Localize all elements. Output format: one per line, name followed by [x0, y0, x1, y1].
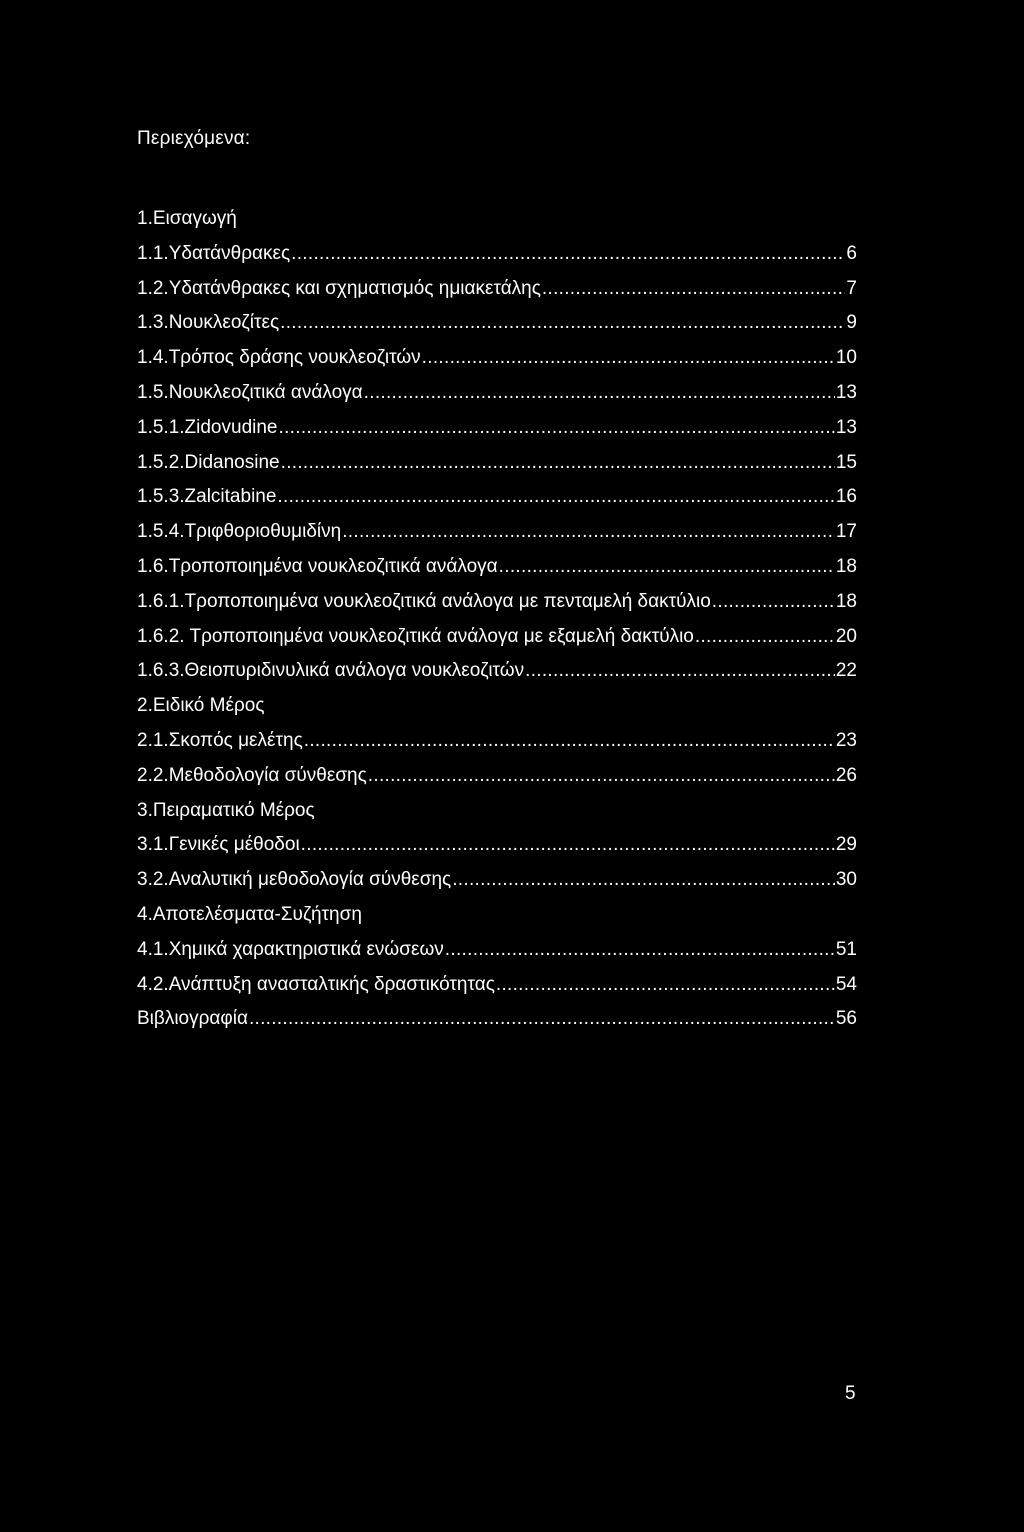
dot-leader: [281, 449, 835, 477]
dot-leader: [452, 866, 835, 894]
toc-entry-page: 17: [835, 521, 857, 543]
dot-leader: [249, 1005, 835, 1033]
toc-entry: [137, 449, 857, 484]
toc-entry-label: 4.Αποτελέσματα-Συζήτηση: [137, 903, 362, 925]
toc-entry-page: 18: [835, 555, 857, 577]
toc-entry: [137, 936, 857, 971]
toc-entry: [137, 205, 857, 240]
dot-leader: [496, 971, 835, 999]
toc-entry-label: 2.1.Σκοπός μελέτης: [137, 729, 303, 751]
toc-entry: [137, 518, 857, 553]
toc-entry: [137, 831, 857, 866]
toc-entry-page: 13: [835, 416, 857, 438]
dot-leader: [445, 936, 835, 964]
toc-entry-page: 7: [846, 277, 857, 299]
toc-entry-page: 22: [835, 660, 857, 682]
dot-leader: [304, 727, 835, 755]
toc-entry-page: 29: [835, 834, 857, 856]
toc-entry-label: 1.5.1.Zidovudine: [137, 416, 278, 438]
dot-leader: [499, 553, 835, 581]
toc-entry-label: 1.5.3.Zalcitabine: [137, 486, 277, 508]
toc-entry-label: 1.5.Νουκλεοζιτικά ανάλογα: [137, 381, 363, 403]
dot-leader: [695, 623, 835, 651]
toc-entry-page: 15: [835, 451, 857, 473]
toc-entry-label: 1.3.Νουκλεοζίτες: [137, 312, 280, 334]
toc-entry-label: 1.6.3.Θειοπυριδινυλικά ανάλογα νουκλεοζιτών: [137, 660, 525, 682]
toc-entry: [137, 901, 857, 936]
toc-entry: [137, 240, 857, 275]
toc-entry-label: 4.2.Ανάπτυξη ανασταλτικής δραστικότητας: [137, 973, 495, 995]
table-of-contents: [137, 205, 857, 1040]
dot-leader: [712, 588, 835, 616]
toc-entry-label: 3.2.Αναλυτική μεθοδολογία σύνθεσης: [137, 869, 452, 891]
toc-entry-page: 13: [835, 381, 857, 403]
toc-entry-label: 1.2.Υδατάνθρακες και σχηματισμός ημιακετάλης: [137, 277, 541, 299]
dot-leader: [279, 414, 835, 442]
toc-entry: [137, 692, 857, 727]
toc-entry-label: 3.1.Γενικές μέθοδοι: [137, 834, 300, 856]
toc-entry-label: 1.6.2. Τροποποιημένα νουκλεοζιτικά ανάλογα με εξαμελή δακτύλιο: [137, 625, 694, 647]
toc-entry-label: Βιβλιογραφία: [137, 1008, 248, 1030]
toc-entry-label: 4.1.Χημικά χαρακτηριστικά ενώσεων: [137, 938, 444, 960]
toc-entry: [137, 483, 857, 518]
toc-entry-label: 2.Ειδικό Μέρος: [137, 695, 265, 717]
toc-entry-page: 10: [835, 347, 857, 369]
toc-entry-page: 6: [846, 242, 857, 264]
toc-entry: [137, 727, 857, 762]
toc-entry-page: 18: [835, 590, 857, 612]
dot-leader: [364, 379, 835, 407]
toc-entry-page: 26: [835, 764, 857, 786]
page-title: Περιεχόμενα:: [137, 128, 251, 149]
toc-entry: [137, 553, 857, 588]
toc-entry-label: 2.2.Μεθοδολογία σύνθεσης: [137, 764, 367, 786]
toc-entry: [137, 657, 857, 692]
toc-entry-label: 1.5.2.Didanosine: [137, 451, 280, 473]
toc-entry: [137, 797, 857, 832]
dot-leader: [301, 831, 835, 859]
dot-leader: [280, 309, 845, 337]
page-number: 5: [845, 1383, 856, 1404]
toc-entry-label: 1.4.Τρόπος δράσης νουκλεοζιτών: [137, 347, 421, 369]
toc-entry-label: 1.5.4.Τριφθοριοθυμιδίνη: [137, 521, 342, 543]
toc-entry: [137, 588, 857, 623]
toc-entry: [137, 1005, 857, 1040]
toc-entry-label: 1.1.Υδατάνθρακες: [137, 242, 291, 264]
toc-entry: [137, 866, 857, 901]
toc-entry-page: 56: [835, 1008, 857, 1030]
toc-entry-page: 16: [835, 486, 857, 508]
toc-entry-label: 1.6.1.Τροποποιημένα νουκλεοζιτικά ανάλογα με πενταμελή δακτύλιο: [137, 590, 711, 612]
dot-leader: [368, 762, 835, 790]
toc-entry-page: 23: [835, 729, 857, 751]
dot-leader: [542, 275, 846, 303]
dot-leader: [277, 483, 834, 511]
toc-entry: [137, 344, 857, 379]
toc-entry: [137, 275, 857, 310]
dot-leader: [291, 240, 845, 268]
toc-entry: [137, 623, 857, 658]
dot-leader: [525, 657, 835, 685]
toc-entry: [137, 379, 857, 414]
toc-entry: [137, 309, 857, 344]
toc-entry-label: 1.6.Τροποποιημένα νουκλεοζιτικά ανάλογα: [137, 555, 498, 577]
dot-leader: [422, 344, 835, 372]
toc-entry-page: 51: [835, 938, 857, 960]
toc-entry-page: 30: [835, 869, 857, 891]
toc-entry-page: 9: [846, 312, 857, 334]
toc-entry-label: 3.Πειραματικό Μέρος: [137, 799, 315, 821]
dot-leader: [342, 518, 835, 546]
toc-entry-label: 1.Εισαγωγή: [137, 208, 237, 229]
toc-entry: [137, 971, 857, 1006]
toc-entry-page: 54: [835, 973, 857, 995]
toc-entry: [137, 414, 857, 449]
toc-entry-page: 20: [835, 625, 857, 647]
toc-entry: [137, 762, 857, 797]
